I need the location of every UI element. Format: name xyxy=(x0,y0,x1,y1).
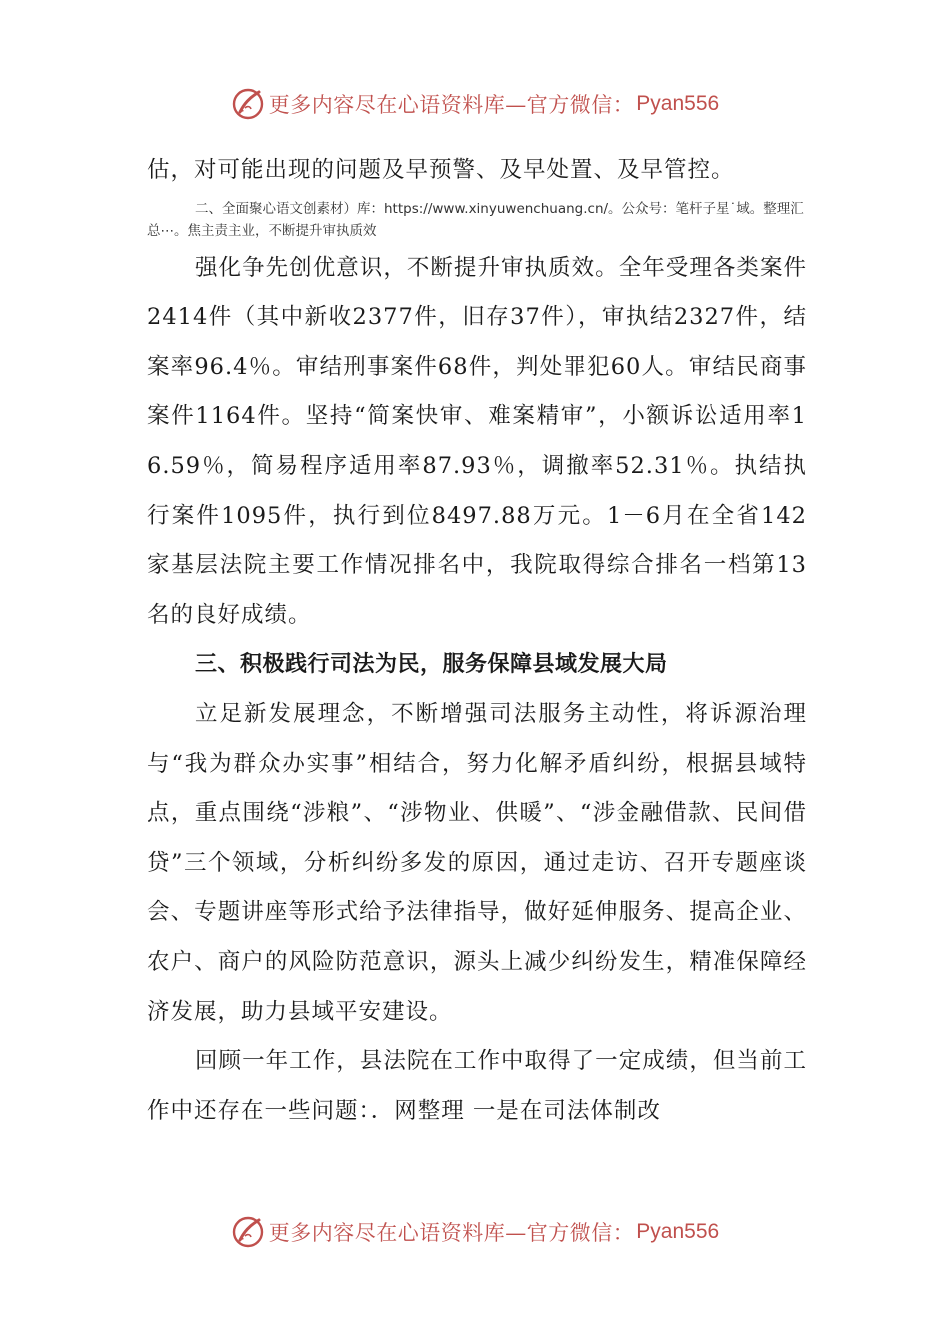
paragraph-4: 回顾一年工作，县法院在工作中取得了一定成绩，但当前工作中还存在一些问题：．网整理 一是在司法体制改 xyxy=(147,1048,807,1124)
brush-logo-icon xyxy=(231,87,265,121)
paragraph-1: 估，对可能出现的问题及早预警、及早处置、及早管控。 xyxy=(147,157,735,183)
section-heading-3: 三、积极践行司法为民，服务保障县域发展大局 xyxy=(195,652,668,678)
paragraph-3: 立足新发展理念，不断增强司法服务主动性，将诉源治理与“我为群众办实事”相结合，努力化解矛盾纠纷，根据县域特点，重点围绕“涉粮”、“涉物业、供暖”、“涉金融借款、民间借贷”三个领域，分析纠纷多发的原因，通过走访、召开专题座谈会、专题讲座等形式给予法律指导，做好延伸服务、提高企业、农户、商户的风险防范意识，源头上减少纠纷发生，精准保障经济发展，助力县域平安建设。 xyxy=(147,700,807,1025)
footer-banner-text: 更多内容尽在心语资料库—官方微信： xyxy=(268,1221,635,1245)
footer-wechat-id: Pyan556 xyxy=(636,1220,720,1243)
header-banner-text: 更多内容尽在心语资料库—官方微信： xyxy=(268,93,635,117)
footer-banner xyxy=(0,1212,950,1252)
header-banner xyxy=(0,84,950,124)
brush-logo-icon xyxy=(231,1215,265,1249)
paragraph-2: 强化争先创优意识，不断提升审执质效。全年受理各类案件2414件（其中新收2377件，旧存37件），审执结2327件，结案率96.4％。审结刑事案件68件，判处罪犯60人。审结民商事案件1164件。坚持“简案快审、难案精审”，小额诉讼适用率16.59％，简易程序适用率87.93％，调撤率52.31％。执结执行案件1095件，执行到位8497.88万元。1－6月在全省142家基层法院主要工作情况排名中，我院取得综合排名一档第13名的良好成绩。 xyxy=(147,254,807,628)
watermark-line: 二、全面聚心语文创素材）库：https://www.xinyuwenchuang.cn/。公众号：笔杆子星˙域。整理汇总⋯。焦主责主业，不断提升审执质效 xyxy=(147,200,804,239)
header-wechat-id: Pyan556 xyxy=(636,92,720,115)
document-body xyxy=(147,146,807,1136)
